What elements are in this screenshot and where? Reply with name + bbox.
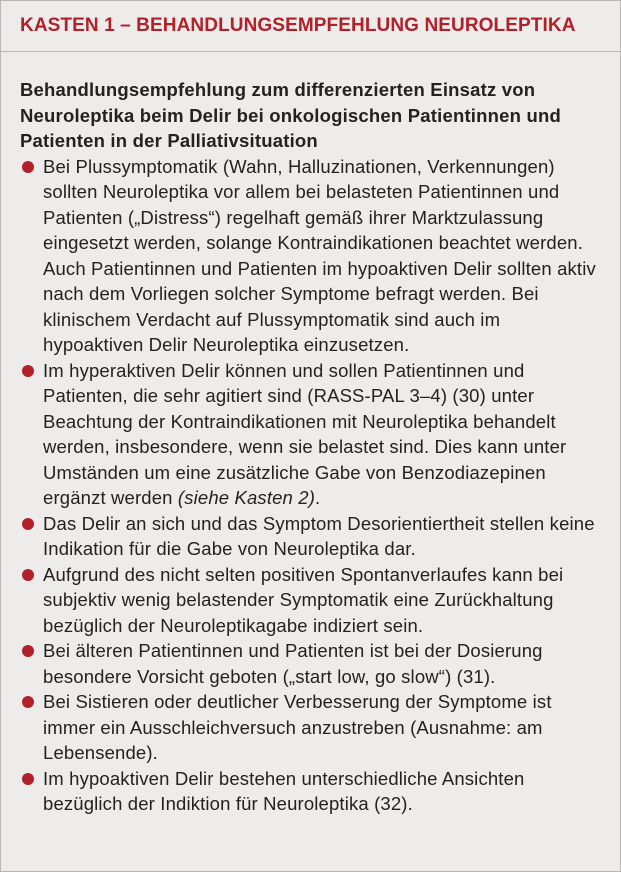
list-item: [20, 358, 602, 511]
list-item: [20, 562, 602, 639]
list-item-text: Aufgrund des nicht selten positiven Spontanverlaufes kann bei subjektiv wenig belastender Symptomatik eine Zurückhaltung bezüglich der Neuroleptikagabe indiziert sein.: [43, 563, 564, 636]
list-item-text: Bei Sistieren oder deutlicher Verbesserung der Symptome ist immer ein Ausschleichversuch anzustreben (Ausnahme: am Lebensende).: [43, 691, 552, 763]
list-item: [20, 766, 602, 817]
list-item-text: Im hyperaktiven Delir können und sollen Patientinnen und Patienten, die sehr agitiert sind (RASS-PAL 3–4) (30) unter Beachtung der Kontraindikationen mit Neuroleptika behandelt werden, insbesondere, wenn sie belastet sind. Dies kann unter Umständen um eine zusätzliche Gabe von Benzodiazepinen ergänzt werden: [43, 359, 567, 508]
list-item-text: Im hypoaktiven Delir bestehen unterschiedliche Ansichten bezüglich der Indiktion für Neuroleptika (32).: [43, 767, 525, 814]
intro-heading: Behandlungsempfehlung zum differenzierten Einsatz von Neuroleptika beim Delir bei onkologischen Patientinnen und Patienten in der Palliativsituation: [20, 79, 561, 151]
bullet-icon: [22, 518, 34, 530]
bullet-icon: [22, 696, 34, 708]
list-item-text: Bei älteren Patientinnen und Patienten ist bei der Dosierung besondere Vorsicht geboten („start low, go slow“) (31).: [43, 640, 543, 687]
recommendation-list: [20, 154, 602, 817]
box-title: KASTEN 1 – BEHANDLUNGSEMPFEHLUNG NEUROLEPTIKA: [20, 15, 576, 36]
list-item-tail: .: [315, 487, 321, 508]
list-item-text: Das Delir an sich und das Symptom Desorientiertheit stellen keine Indikation für die Gabe von Neuroleptika dar.: [43, 512, 595, 559]
cross-reference: (siehe Kasten 2): [177, 487, 316, 508]
bullet-icon: [22, 161, 34, 173]
list-item: [20, 154, 602, 358]
bullet-icon: [22, 645, 34, 657]
list-item: [20, 638, 602, 689]
list-item-text: Bei Plussymptomatik (Wahn, Halluzinationen, Verkennungen) sollten Neuroleptika vor allem bei belasteten Patientinnen und Patienten („Distress“) regelhaft gemäß ihrer Marktzulassung eingesetzt werden, solange Kontraindikationen beachtet werden. Auch Patientinnen und Patienten im hypoaktiven Delir sollten aktiv nach dem Vorliegen solcher Symptome befragt werden. Bei klinischem Verdacht auf Plussymptomatik sind auch im hypoaktiven Delir Neuroleptika einzusetzen.: [43, 155, 596, 355]
bullet-icon: [22, 773, 34, 785]
bullet-icon: [22, 365, 34, 377]
box-header: [1, 1, 620, 52]
box-content: [20, 77, 602, 817]
bullet-icon: [22, 569, 34, 581]
list-item: [20, 511, 602, 562]
list-item: [20, 689, 602, 766]
